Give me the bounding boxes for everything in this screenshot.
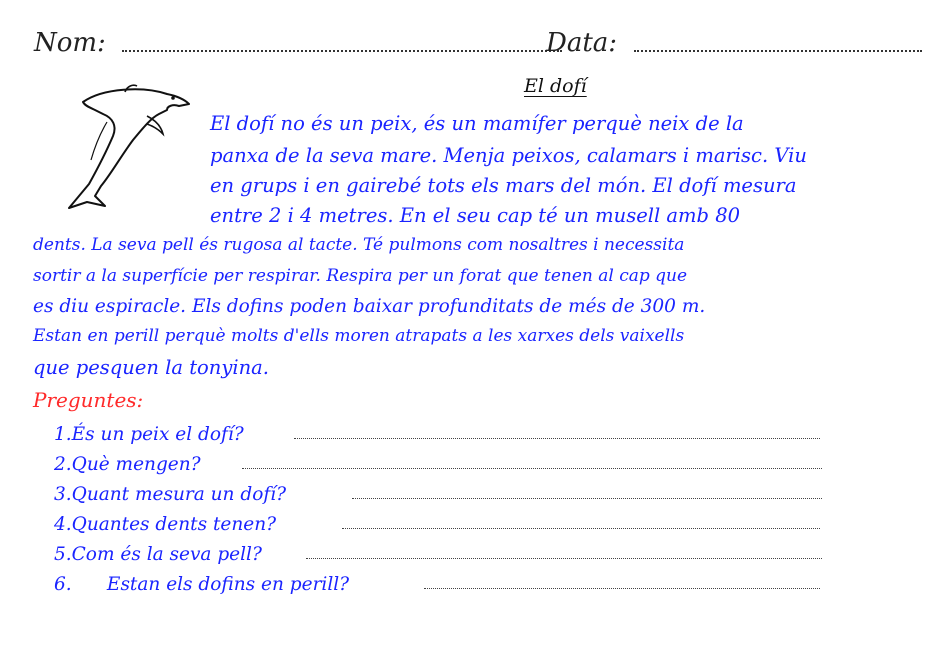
date-label: Data: [546,28,618,58]
date-field[interactable] [634,28,922,52]
answer-line[interactable] [352,498,822,499]
story-line: entre 2 i 4 metres. En el seu cap té un musell amb 80 [210,204,741,227]
answer-line[interactable] [306,558,822,559]
question-item [54,514,276,535]
story-line: que pesquen la tonyina. [33,356,269,379]
question-text: 1.És un peix el dofí? [54,424,244,445]
questions-title: Preguntes: [33,388,144,412]
story-line: Estan en perill perquè molts d'ells moren atrapats a les xarxes dels vaixells [33,326,685,346]
story-line: sortir a la superfície per respirar. Respira per un forat que tenen al cap que [33,266,688,286]
question-text: 6. Estan els dofins en perill? [54,574,350,595]
question-text: 3.Quant mesura un dofí? [54,484,287,505]
question-item [54,544,262,565]
question-item [54,484,286,505]
story-title: El dofí [524,75,587,97]
story-line: en grups i en gairebé tots els mars del món. El dofí mesura [210,174,797,197]
answer-line[interactable] [342,528,820,529]
worksheet-header [34,28,924,62]
question-text: 2.Què mengen? [54,454,201,475]
question-item [54,574,349,595]
answer-line[interactable] [424,588,820,589]
question-text: 5.Com és la seva pell? [54,544,262,565]
question-text: 4.Quantes dents tenen? [54,514,277,535]
name-field[interactable] [122,28,562,52]
story-line: panxa de la seva mare. Menja peixos, calamars i marisc. Viu [210,144,807,167]
question-item [54,454,201,475]
question-item [54,424,244,445]
dolphin-icon [55,80,200,220]
name-label: Nom: [34,28,106,58]
story-line: El dofí no és un peix, és un mamífer perquè neix de la [210,112,744,135]
answer-line[interactable] [242,468,822,469]
story-line: es diu espiracle. Els dofins poden baixar profunditats de més de 300 m. [33,296,706,317]
story-line: dents. La seva pell és rugosa al tacte. Té pulmons com nosaltres i necessita [33,235,685,255]
answer-line[interactable] [294,438,820,439]
